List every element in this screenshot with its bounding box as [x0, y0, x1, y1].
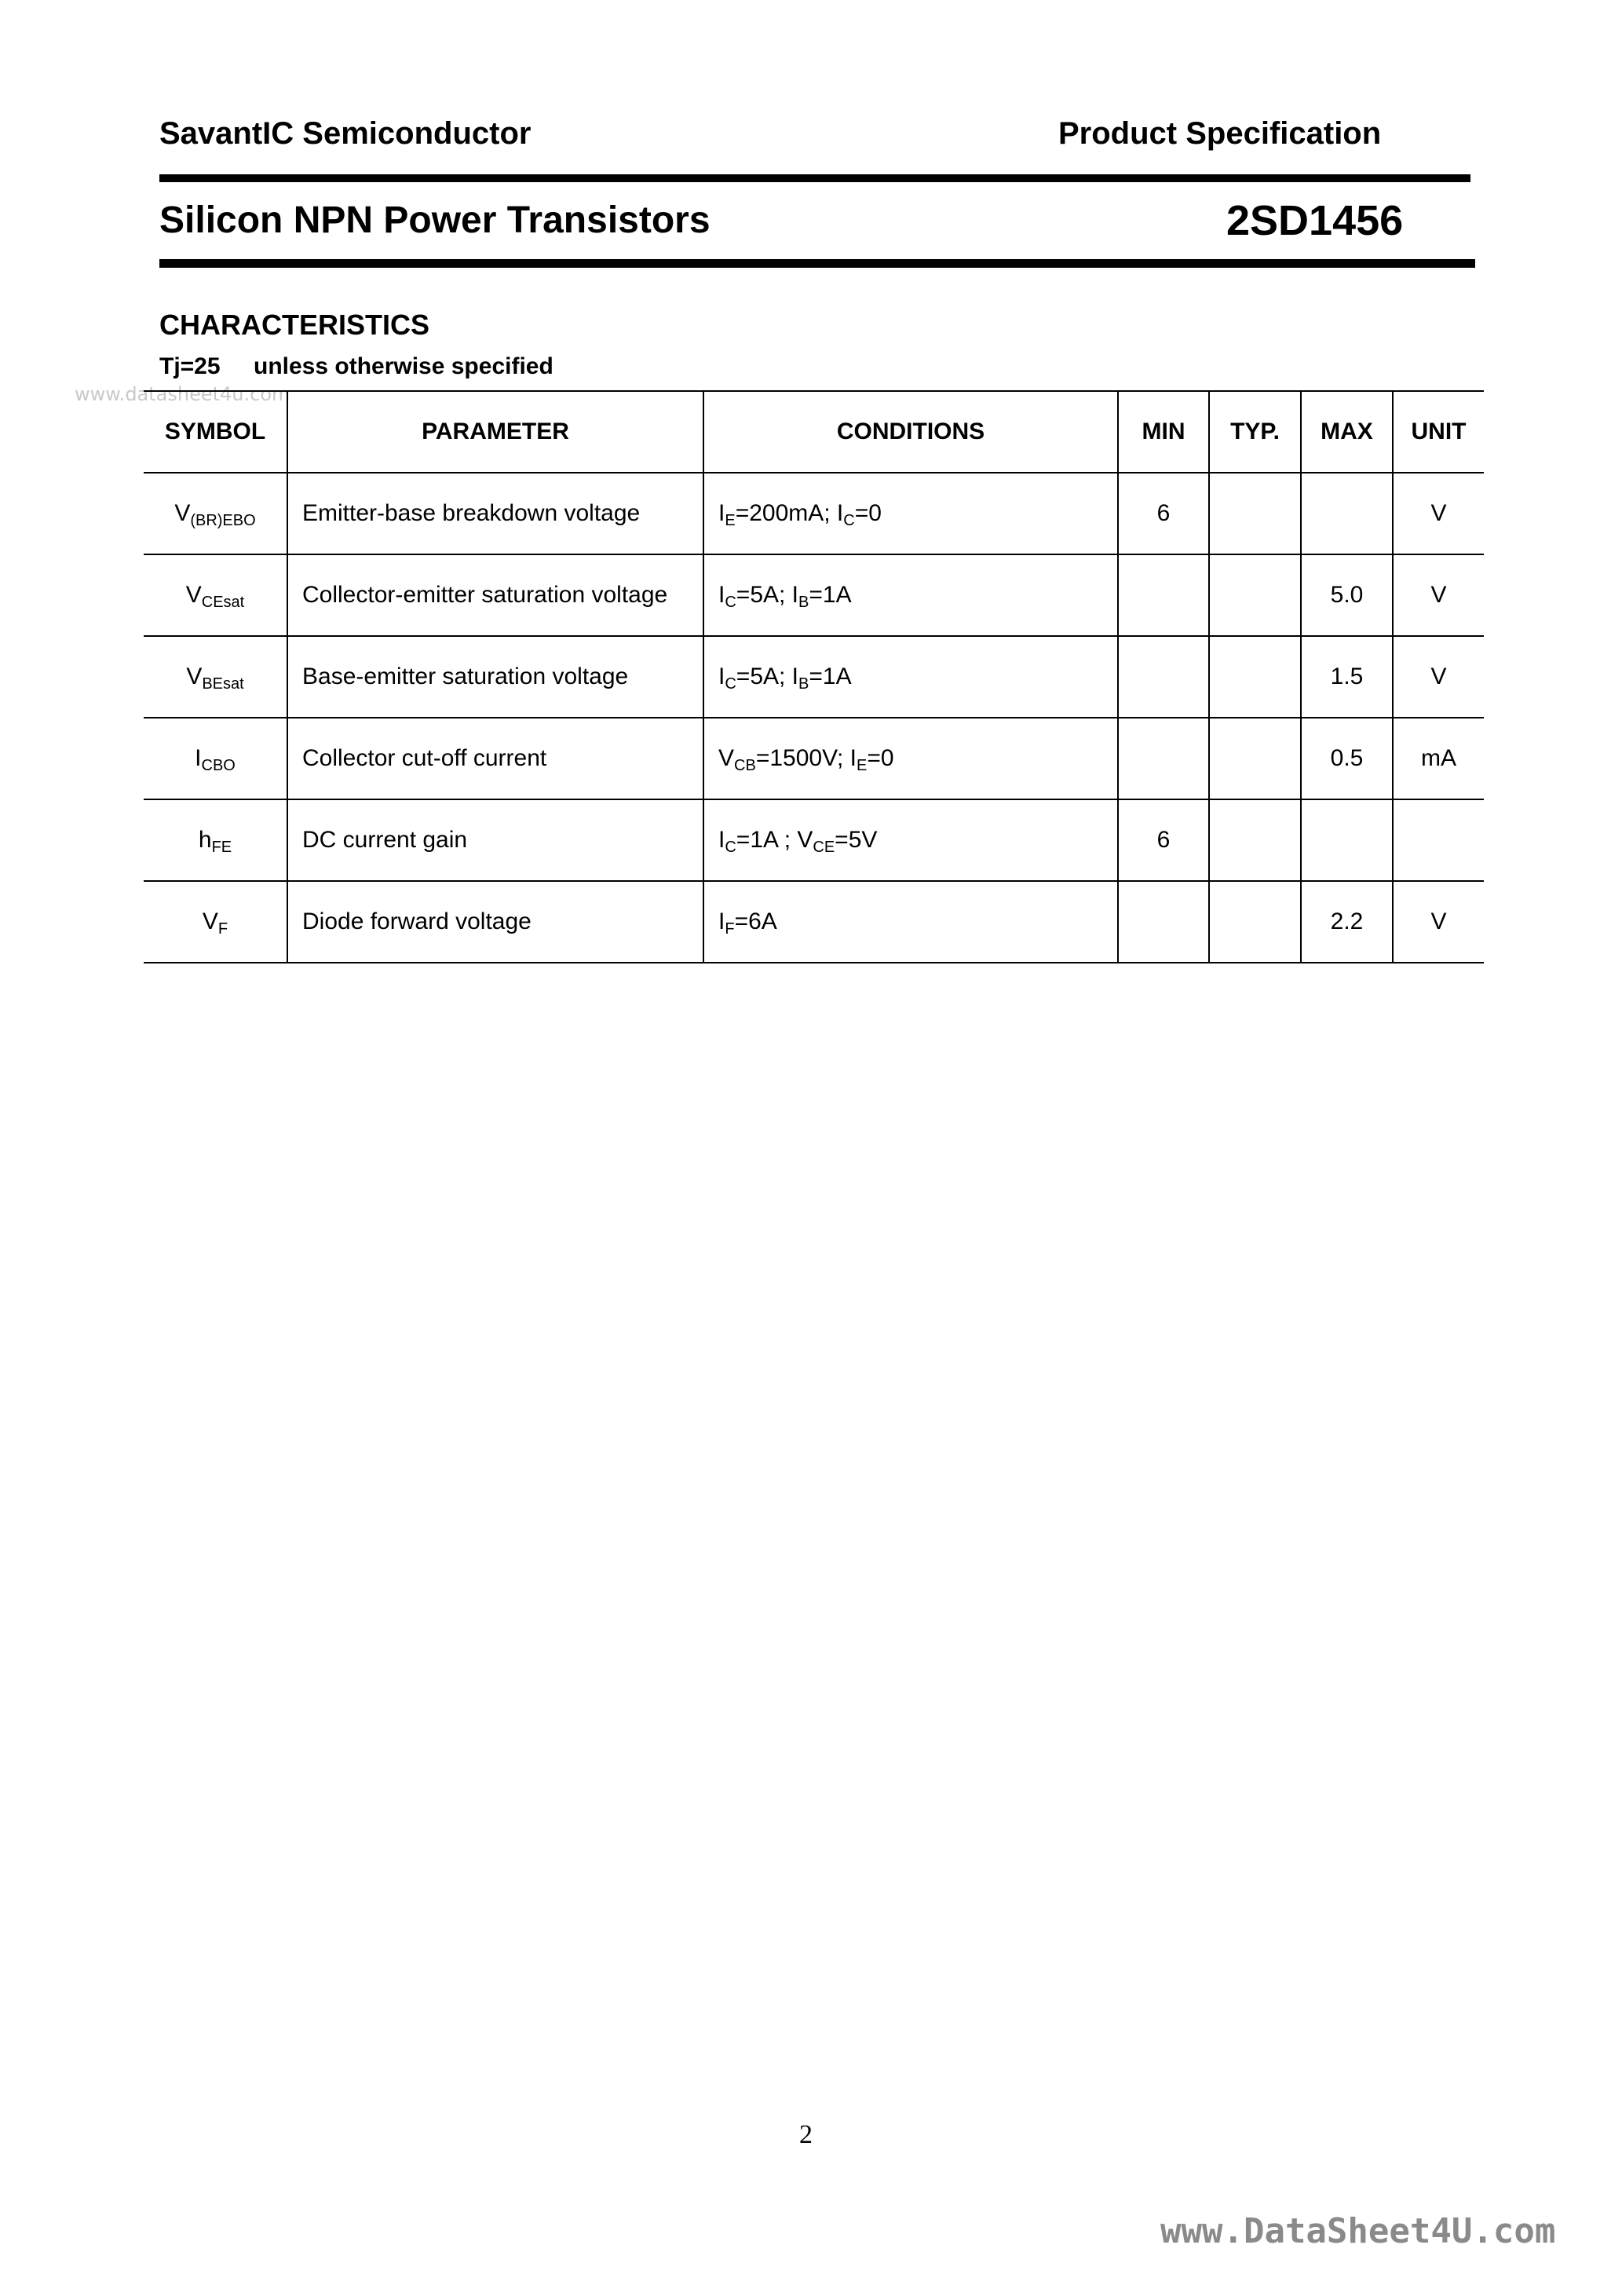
symbol-main: I	[195, 745, 202, 771]
symbol-main: V	[185, 582, 202, 608]
cell-max: 1.5	[1301, 636, 1393, 718]
condition-text: I	[718, 827, 725, 853]
condition-subscript: B	[798, 594, 809, 611]
table-header-row	[144, 391, 1484, 473]
cell-min	[1118, 881, 1209, 963]
condition-text: =5V	[835, 827, 878, 853]
cell-unit: mA	[1393, 718, 1484, 799]
condition-text: V	[718, 745, 735, 771]
symbol-subscript: CBO	[201, 757, 236, 774]
condition-subscript: B	[798, 675, 809, 693]
header-unit: UNIT	[1393, 391, 1484, 473]
watermark-bottom: www.DataSheet4U.com	[1160, 2211, 1556, 2251]
cell-symbol	[144, 881, 287, 963]
cell-conditions	[703, 554, 1118, 636]
table-row	[144, 881, 1484, 963]
table-row	[144, 473, 1484, 554]
cell-parameter: Diode forward voltage	[287, 881, 703, 963]
cell-unit: V	[1393, 473, 1484, 554]
header-symbol: SYMBOL	[144, 391, 287, 473]
cell-typ	[1209, 718, 1301, 799]
cell-symbol	[144, 473, 287, 554]
header-conditions: CONDITIONS	[703, 391, 1118, 473]
condition-text: I	[718, 664, 725, 689]
header-parameter: PARAMETER	[287, 391, 703, 473]
symbol-subscript: FE	[211, 839, 232, 856]
symbol-main: V	[202, 909, 218, 934]
symbol-subscript: (BR)EBO	[190, 512, 256, 529]
condition-text: I	[718, 582, 725, 608]
cell-unit: V	[1393, 636, 1484, 718]
condition-subscript: CE	[813, 839, 835, 856]
test-condition	[159, 353, 553, 380]
cell-unit: V	[1393, 881, 1484, 963]
condition-subscript: E	[856, 757, 868, 774]
cell-typ	[1209, 881, 1301, 963]
symbol-subscript: BEsat	[202, 675, 244, 693]
cell-min	[1118, 718, 1209, 799]
cell-typ	[1209, 473, 1301, 554]
table-row	[144, 554, 1484, 636]
header-max: MAX	[1301, 391, 1393, 473]
characteristics-table	[144, 390, 1484, 963]
cell-conditions	[703, 799, 1118, 881]
cell-max	[1301, 799, 1393, 881]
condition-subscript: F	[725, 920, 735, 938]
cell-parameter: Base-emitter saturation voltage	[287, 636, 703, 718]
cell-parameter: Emitter-base breakdown voltage	[287, 473, 703, 554]
document-type: Product Specification	[1058, 116, 1382, 151]
cell-max	[1301, 473, 1393, 554]
cell-typ	[1209, 799, 1301, 881]
cell-symbol	[144, 718, 287, 799]
cell-min: 6	[1118, 799, 1209, 881]
symbol-main: h	[198, 827, 212, 853]
cell-conditions	[703, 473, 1118, 554]
header-rule-bottom	[159, 259, 1475, 268]
condition-subscript: C	[725, 675, 736, 693]
table-row	[144, 636, 1484, 718]
cell-max: 5.0	[1301, 554, 1393, 636]
cell-symbol	[144, 636, 287, 718]
section-title: CHARACTERISTICS	[159, 309, 430, 341]
cell-min	[1118, 636, 1209, 718]
table-row	[144, 718, 1484, 799]
condition-subscript: CB	[734, 757, 756, 774]
condition-text: =1A	[809, 664, 852, 689]
condition-text: =200mA; I	[735, 500, 844, 526]
document-title: Silicon NPN Power Transistors	[159, 199, 711, 241]
cell-parameter: Collector cut-off current	[287, 718, 703, 799]
part-number: 2SD1456	[1226, 197, 1404, 244]
company-name: SavantIC Semiconductor	[159, 116, 532, 151]
condition-text: =1500V; I	[755, 745, 857, 771]
cell-conditions	[703, 718, 1118, 799]
condition-subscript: C	[843, 512, 855, 529]
cell-min: 6	[1118, 473, 1209, 554]
condition-text: I	[718, 500, 725, 526]
table-row	[144, 799, 1484, 881]
cell-parameter: Collector-emitter saturation voltage	[287, 554, 703, 636]
cell-unit: V	[1393, 554, 1484, 636]
page-number: 2	[799, 2120, 813, 2149]
condition-subscript: E	[725, 512, 736, 529]
watermark-top: www.datasheet4u.com	[75, 383, 290, 405]
cell-min	[1118, 554, 1209, 636]
condition-text: =6A	[734, 909, 777, 934]
symbol-main: V	[174, 500, 191, 526]
header-rule-top	[159, 174, 1470, 182]
header-typ: TYP.	[1209, 391, 1301, 473]
cell-symbol	[144, 554, 287, 636]
symbol-subscript: CEsat	[201, 594, 245, 611]
condition-text: =1A	[809, 582, 852, 608]
cell-max: 2.2	[1301, 881, 1393, 963]
condition-text: =0	[854, 500, 882, 526]
condition-text: I	[718, 909, 725, 934]
junction-temperature: Tj=25	[159, 353, 221, 379]
cell-symbol	[144, 799, 287, 881]
condition-text: =5A; I	[736, 582, 799, 608]
condition-text: =1A ; V	[736, 827, 813, 853]
condition-subscript: C	[725, 594, 736, 611]
cell-max: 0.5	[1301, 718, 1393, 799]
cell-parameter: DC current gain	[287, 799, 703, 881]
cell-typ	[1209, 554, 1301, 636]
symbol-main: V	[186, 664, 203, 689]
cell-conditions	[703, 881, 1118, 963]
cell-typ	[1209, 636, 1301, 718]
condition-subscript: C	[725, 839, 736, 856]
cell-conditions	[703, 636, 1118, 718]
condition-text: =0	[867, 745, 894, 771]
header-min: MIN	[1118, 391, 1209, 473]
condition-note: unless otherwise specified	[254, 353, 553, 379]
symbol-subscript: F	[217, 920, 228, 938]
cell-unit	[1393, 799, 1484, 881]
condition-text: =5A; I	[736, 664, 799, 689]
